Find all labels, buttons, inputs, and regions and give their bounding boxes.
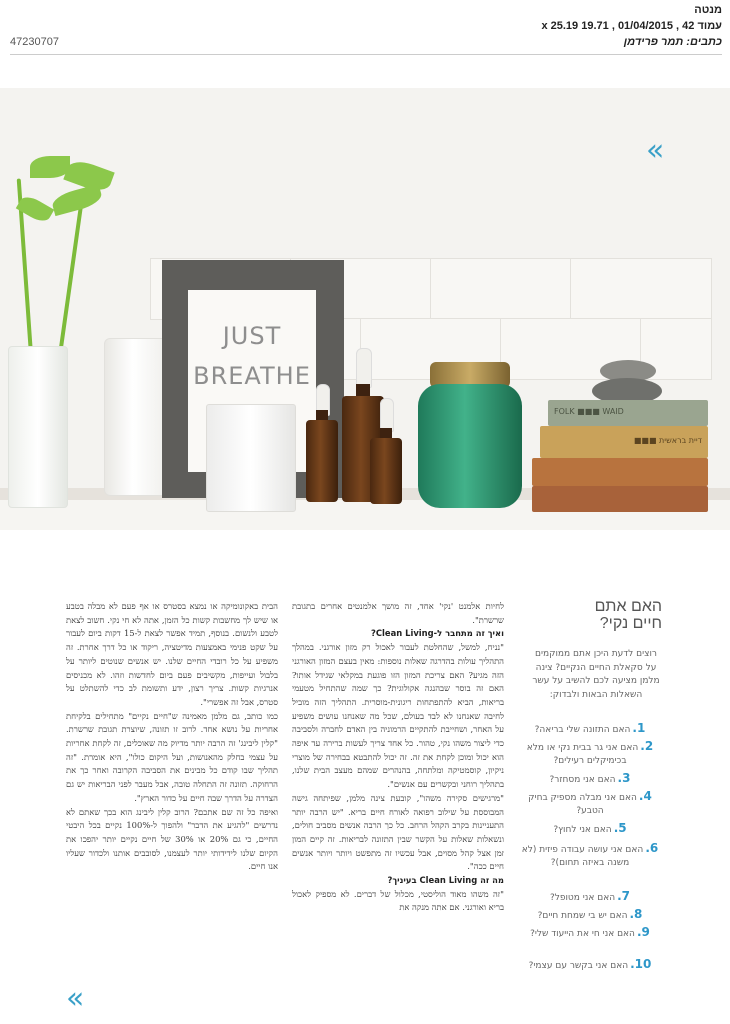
- dropper-cap: [380, 398, 394, 432]
- double-chevron-left-icon: «: [646, 133, 665, 168]
- book: [540, 426, 708, 458]
- publication-name: מנטה: [694, 4, 722, 16]
- book-spine-1: FOLK ■■■ WAID: [554, 407, 624, 416]
- author-line: כתבים: תמר פרידמן: [623, 36, 722, 48]
- sign-line-2: BREATHE: [193, 362, 311, 390]
- question-item: 6.האם אני עושה עבודה פיזית (לא משנה באיזה תחום)?: [521, 841, 659, 869]
- book: [532, 486, 708, 512]
- question-item: 9.האם אני חי את הייעוד שלי?: [530, 925, 650, 939]
- question-item: 3.האם אני מסחזר?: [549, 771, 631, 785]
- amber-bottle: [370, 438, 402, 504]
- book: [548, 400, 708, 426]
- question-item: 7.האם אני מטופל?: [549, 889, 631, 903]
- question-item: 1.האם התזונה שלי בריאה?: [534, 721, 646, 735]
- glass-vase: [8, 346, 68, 508]
- clipping-header: [0, 0, 730, 62]
- candle-glass: [206, 404, 296, 512]
- dropper-cap: [356, 348, 372, 388]
- question-item: 2.האם אני גר בבית נקי או מלא בכימיקלים רעילים?: [526, 739, 654, 767]
- question-item: 8.האם יש בי שמחת חיים?: [537, 907, 643, 921]
- article-column-middle: לחיות אלמנט 'נקי' אחד, זה מושך אלמנטים אחרים בתגובת שרשרת". ואיך זה מתחבר ל-Clean Living? "נניח, למשל, שהחלטת לעבור לאכול רק מזון אורגני. במהלך התהליך עולות בהדרגה שאלות נוספות: מאין בעצם המזון האורגני הזה מגיע? האם צריכת המזון הזו פוגעת במקלאי שגידל אותו? האם זה בוסר שבהנגה אקולוגית? כך שמה שהתחיל מטעמי בריאות, הביא להתפתחות ריגונית-מוסרית. התהליך הזה מוביל לחיבה שאנחנו לא לבד בעולם, שכל מה שאנחנו עושים משפיע על האחר, ושחייבת להתקיים הרמוניה בין האדם לחברה ולסביבה כדי ליצור משהו נקי, טהור. כל אחד צריך לעשות ברירה עד איפה הוא יכול ומוכן לקחת את זה. זה יכול להתבטא בבחירה של מוצרי ניקיון, קוסמטיקה ומלתחה, בהנהרים שמהם מעצב הבית שלנו, בתהליך רוחני ובקשרים עם אנשים". "מרגישים סקירה משהו", קובעת צינה מלמן, שפיתחה גישה המבוססת על שילוב רפואה לאורח חיים בריא. "יש הרבה יותר התעניינות בקרב הקהל הרחב. כל כך הרבה אנשים מסביב חולים, ונשאלות שאלות על הקשר שבין התזונה לבריאות. זה קיים המון זמן אצל קהל מסוים, אבל עכשיו זה מתפשט ויותר ויותר אנשים חיים ככה". מה זה Clean Living בעיניך? "זה משהו מאוד הוליסטי, מכלול של דברים. לא מספיק לאכול בריא ואורגני. אם אתה מנקה את: [292, 601, 504, 913]
- article-column-left: הבית באקונומיקה או נמצא בסטרס או אף פעם לא מבלה בטבע או שיש לך מחשבות קשות כל הזמן, אתה לא חי נקי. חשוב לצאת לטבע ולנשום. בנוסף, תמיד אפשר לצאת ל-15 דקות ביום לעבור על שקט פנימי באמצעות מדיטציה, ריקוד או כל דרך אחרת. זה משפיע על כל רובדי החיים שלנו. יש אנשים שנוטים ליותר על בלבול ועייפות, מקשיבים פעם ביום לחדשות וזהו. לא מכניסים אנרגיות קשות. צריך רצון, ידע ותשומת לב כדי להשתלט על סטרס, אבל זה אפשרי". כמו כותב, גם מלמן מאמינה ש"חיים נקיים" מתחילים בלקיחת אחריות על נושא אחד. לרוב זו תזונה, שיוצרת תגובת שרשרת. "קלין ליבינג' זה הרבה יותר מדיוק מה שאוכלים, זה לקחת אחריות על עצמי בחלק מהאנושות, ועל היקום כולו", היא אומרת. "זה תהליך שבו קודם כל מבינים את הסביבה הקרובה ואחר כך את הרחוקה. תזונה זה התחלה טובה, אבל מעבר לפני הבריאות יש גם הצדרה על הדרך שבה חיים על כדור הארץ". ואיפה כל זה שם אתכם? הרוב קלין ליבינג הוא בכך שאתם לא נדרשים "להגיע את הדבר" ולהפוך ל-100% נקיים בכל היבטי החיים, כי גם 20% או 30% של חיים נקיים יותר יהפכו את הקיום שלנו לידידותי יותר לעצמנו, לסובבים אותנו ולכדור שעליו אנו חיים.: [66, 601, 278, 872]
- question-item: 5.האם אני לחוץ?: [553, 821, 627, 835]
- double-chevron-left-icon: «: [66, 981, 85, 1016]
- book: [532, 458, 708, 486]
- book-spine-2: דיית בראשית ■■■: [633, 436, 702, 445]
- document-id: 47230707: [10, 36, 59, 48]
- page-date-size: עמוד 42 , 01/04/2015 , 19.71 x 25.19: [541, 20, 722, 32]
- sidebar-title: האם אתם חיים נקי?: [594, 598, 662, 632]
- question-item: 4.האם אני מבלה מספיק בחיק הטבע?: [528, 789, 652, 817]
- header-divider: [10, 54, 722, 55]
- green-jar: [418, 384, 522, 508]
- sign-line-1: JUST: [222, 322, 282, 350]
- question-item: 10.האם אני בקשר עם עצמי?: [528, 957, 652, 971]
- amber-bottle: [306, 420, 338, 502]
- sidebar-intro: רוצים לדעת היכן אתם ממוקמים על סקאלת החיים הנקיים? צינה מלמן מציעה לכם להשיב על עשר השאלות הבאות ולבדוק:: [532, 649, 660, 700]
